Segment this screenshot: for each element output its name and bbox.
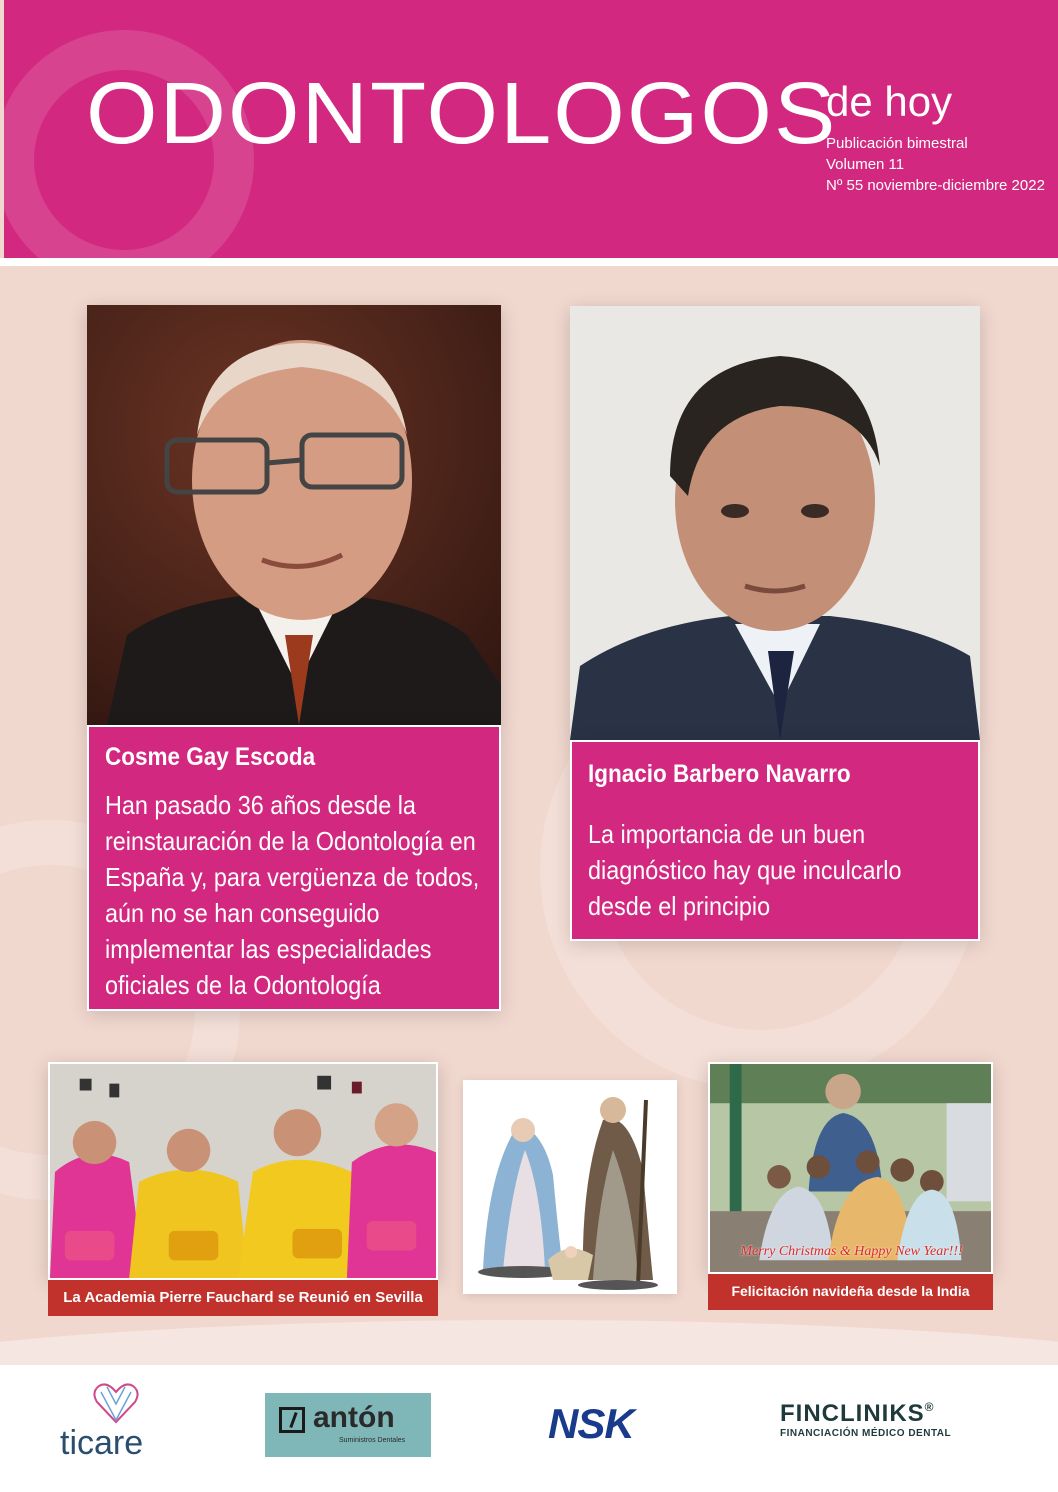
portrait-photo-cosme-gay [87,305,501,725]
feature-quote: La importancia de un buen diagnóstico hay que inculcarlo desde el principio [588,819,902,921]
sponsor-ticare[interactable] [60,1380,175,1460]
heart-logo-icon [93,1382,139,1424]
story-caption-india[interactable]: Felicitación navideña desde la India [708,1274,993,1310]
publication-info [826,133,1045,196]
anton-logo-icon [279,1407,305,1433]
feature-name: Ignacio Barbero Navarro [588,760,851,788]
nsk-wordmark: NSK [548,1400,634,1447]
feature-quote: Han pasado 36 años desde la reinstauración de la Odontología en España y, para vergüenza de todos, aún no se han conseguido implementar las especialidades oficiales de la Odontología [105,790,480,1000]
anton-wordmark: antón [313,1401,395,1434]
feature-card-ignacio-barbero[interactable] [570,740,980,941]
ticare-wordmark: ticare [60,1424,144,1462]
issue-number: Nº 55 noviembre-diciembre 2022 [826,177,1045,194]
feature-name: Cosme Gay Escoda [105,743,316,771]
photo-overlay-greeting: Merry Christmas & Happy New Year!!! [740,1244,963,1259]
registered-mark: ® [924,1400,934,1414]
sponsor-anton[interactable] [265,1393,431,1457]
sponsor-fincliniks[interactable] [780,1400,990,1450]
volume-number: Volumen 11 [826,156,905,173]
anton-tagline: Suministros Dentales [339,1437,406,1444]
fincliniks-tagline: FINANCIACIÓN MÉDICO DENTAL [780,1428,952,1439]
logo-suffix: de hoy [826,78,953,125]
portrait-photo-ignacio-barbero [570,306,980,740]
fincliniks-wordmark: FINCLINIKS [780,1400,925,1427]
nativity-figures-photo[interactable] [463,1080,677,1294]
publication-frequency: Publicación bimestral [826,135,968,152]
feature-card-cosme-gay[interactable] [87,725,501,1011]
magazine-logo: ODONTOLOGOS [86,65,838,163]
india-children-photo[interactable] [708,1062,993,1274]
story-caption-academy[interactable]: La Academia Pierre Fauchard se Reunió en Sevilla [48,1280,438,1316]
academy-group-photo[interactable] [48,1062,438,1280]
masthead-separator [0,258,1058,266]
sponsor-nsk[interactable] [548,1400,658,1450]
